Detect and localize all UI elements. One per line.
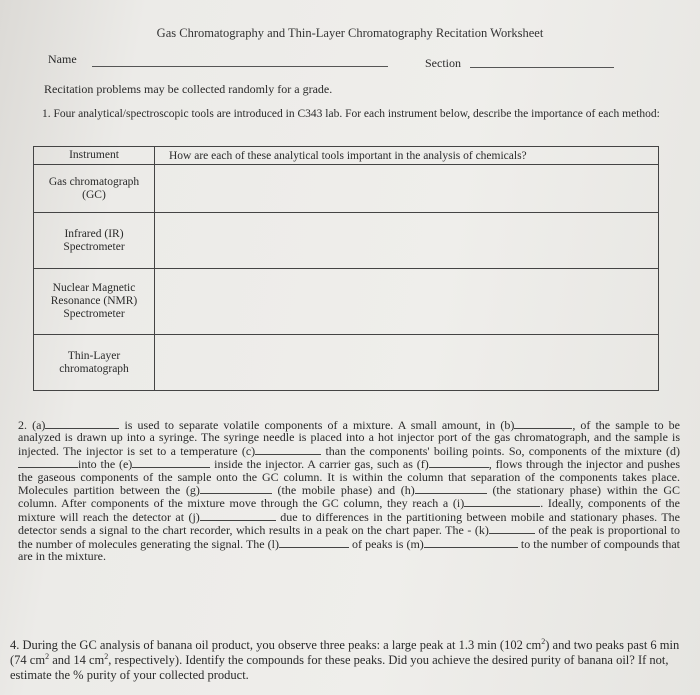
instrument-name: Resonance (NMR) (50, 295, 138, 307)
blank-j[interactable] (200, 510, 276, 521)
section-label: Section (425, 56, 461, 70)
instrument-name: Infrared (IR) (64, 227, 124, 240)
name-label: Name (48, 52, 77, 66)
section-blank-line[interactable] (470, 67, 614, 68)
answer-cell-nmr[interactable] (155, 269, 659, 335)
table-header-row (34, 147, 659, 165)
question-2-paragraph (18, 418, 680, 562)
answer-cell-tlc[interactable] (155, 335, 659, 391)
superscript: 2 (45, 651, 50, 661)
blank-k[interactable] (489, 523, 535, 534)
header-importance: How are each of these analytical tools important in the analysis of chemicals? (155, 147, 659, 165)
q4-text: , respectively). Identify the compounds for these peaks. Did you achieve the desired purity of banana oil? If not, estimate the % purity of your collected product. (10, 653, 669, 682)
instrument-name: chromatograph (59, 362, 129, 375)
q2-text: is used to separate volatile components of a mixture. A small amount, in (b) (124, 418, 515, 432)
blank-b[interactable] (514, 418, 572, 429)
table-row (34, 213, 659, 269)
instrument-name: Thin-Layer (67, 349, 121, 362)
question-1-prompt: 1. Four analytical/spectroscopic tools are introduced in C343 lab. For each instrument below, describe the importance of each method: (42, 108, 660, 120)
recitation-note: Recitation problems may be collected randomly for a grade. (44, 82, 333, 96)
blank-g[interactable] (200, 483, 272, 494)
q4-text: ) and two peaks past 6 min (74 cm (10, 638, 680, 667)
name-blank-line[interactable] (92, 66, 388, 67)
q4-text: 4. During the GC analysis of banana oil product, you observe three peaks: a large peak at 1.3 min (102 cm (10, 638, 542, 652)
instrument-cell (34, 165, 155, 213)
blank-m[interactable] (424, 537, 518, 548)
q2-text: due to differences in the partitioning between mobile and stationary phases. The detector sends a signal to the chart recorder, which results in a peak on the chart paper. The - (k) (18, 509, 680, 538)
blank-e[interactable] (132, 457, 210, 468)
table-row (34, 269, 659, 335)
q2-text: , of the sample to be analyzed is drawn up into a syringe. The syringe needle is placed into a hot injector port of the gas chromatograph, and the sample is injected. The injector is set to a temperature (c) (18, 418, 680, 458)
q2-text: 2. (a) (18, 418, 46, 432)
table-row (34, 165, 659, 213)
instrument-name: (GC) (82, 188, 106, 201)
instrument-table (33, 146, 659, 391)
instrument-cell (34, 335, 155, 391)
header-instrument: Instrument (34, 147, 155, 165)
answer-cell-ir[interactable] (155, 213, 659, 269)
instrument-cell (34, 269, 155, 335)
instrument-name: Gas chromatograph (48, 175, 140, 188)
blank-i[interactable] (464, 496, 540, 507)
superscript: 2 (541, 636, 546, 646)
superscript: 2 (104, 651, 109, 661)
page-title: Gas Chromatography and Thin-Layer Chromatography Recitation Worksheet (156, 26, 544, 40)
blank-h[interactable] (415, 483, 487, 494)
q2-text: (the stationary phase) within the GC column. After components of the mixture move through the GC column, they reach a (i) (18, 483, 680, 511)
instrument-name: Spectrometer (63, 308, 125, 320)
blank-a[interactable] (45, 418, 119, 429)
blank-f[interactable] (429, 457, 489, 468)
instrument-name: Spectrometer (63, 240, 125, 253)
instrument-cell (34, 213, 155, 269)
q2-text: of the peak is proportional to the number of molecules generating the signal. The (l) (18, 523, 681, 551)
table-row (34, 335, 659, 391)
q2-text: into the (e) (78, 457, 133, 472)
q2-text: to the number of compounds that are in the mixture. (18, 536, 681, 564)
q2-text: . Ideally, components of the mixture will reach the detector at (j) (18, 496, 680, 524)
q2-text: inside the injector. A carrier gas, such as (f) (214, 457, 429, 472)
q2-text: (the mobile phase) and (h) (277, 483, 415, 498)
blank-d[interactable] (18, 457, 78, 468)
q2-text: than the components' boiling points. So, components of the mixture (d) (325, 443, 681, 458)
blank-c[interactable] (255, 444, 321, 455)
blank-l[interactable] (279, 537, 349, 548)
instrument-name: Nuclear Magnetic (52, 282, 136, 294)
q4-text: and 14 cm (49, 653, 105, 667)
q2-text: of peaks is (m) (352, 536, 424, 551)
q2-text: , flows through the injector and pushes the gaseous components of the sample onto the GC column. It is within the column that separation of the components takes place. Molecules partition between the (g) (18, 457, 681, 498)
question-4-paragraph (10, 638, 695, 683)
answer-cell-gc[interactable] (155, 165, 659, 213)
